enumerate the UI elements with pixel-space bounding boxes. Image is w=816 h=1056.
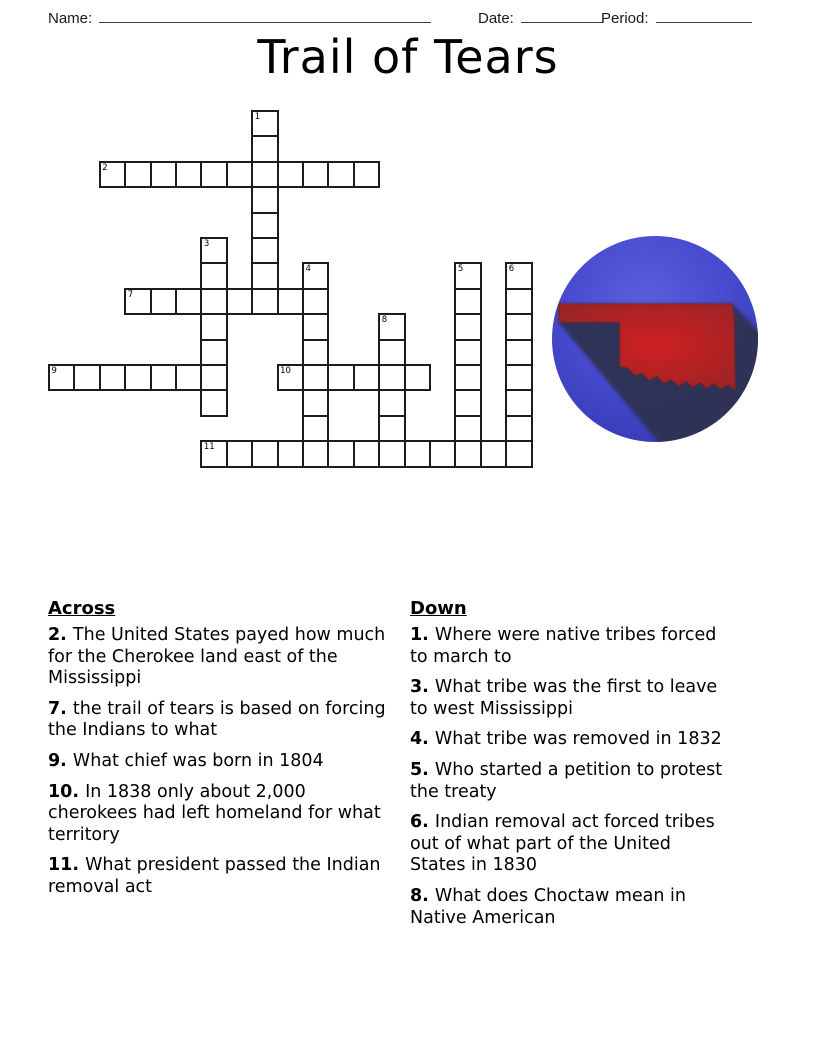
period-label: Period: (601, 10, 649, 27)
clue-text: Where were native tribes forced to march to (410, 625, 717, 667)
crossword-cell[interactable] (454, 313, 481, 340)
crossword-cell[interactable] (454, 288, 481, 315)
clue-number-label: 4. (410, 729, 435, 750)
period-input-line[interactable] (656, 7, 752, 23)
clue-across-10 (48, 782, 392, 847)
crossword-cell[interactable] (150, 161, 177, 188)
clue-across-9 (48, 751, 392, 773)
clue-number: 5 (457, 264, 464, 275)
crossword-cell[interactable] (480, 440, 507, 467)
crossword-cell[interactable] (251, 440, 278, 467)
across-clues-section (48, 598, 392, 908)
clue-number-label: 7. (48, 698, 73, 719)
crossword-cell[interactable] (505, 440, 532, 467)
crossword-cell[interactable] (200, 440, 227, 467)
crossword-cell[interactable] (302, 389, 329, 416)
crossword-cell[interactable] (150, 288, 177, 315)
crossword-cell[interactable] (277, 288, 304, 315)
crossword-cell[interactable] (175, 364, 202, 391)
crossword-cell[interactable] (302, 288, 329, 315)
crossword-cell[interactable] (454, 389, 481, 416)
crossword-cell[interactable] (200, 313, 227, 340)
clue-down-1 (410, 625, 726, 668)
crossword-cell[interactable] (353, 364, 380, 391)
crossword-cell[interactable] (200, 364, 227, 391)
crossword-cell[interactable] (277, 440, 304, 467)
clue-number: 8 (381, 315, 388, 326)
name-field (48, 7, 431, 27)
crossword-cell[interactable] (99, 161, 126, 188)
crossword-cell[interactable] (404, 364, 431, 391)
crossword-grid (48, 110, 534, 468)
crossword-cell[interactable] (251, 135, 278, 162)
clue-number-label: 6. (410, 812, 435, 833)
clue-number: 6 (508, 264, 515, 275)
clue-text: Indian removal act forced tribes out of what part of the United States in 1830 (410, 812, 715, 876)
crossword-cell[interactable] (454, 415, 481, 442)
clue-number-label: 2. (48, 625, 73, 645)
crossword-cell[interactable] (99, 364, 126, 391)
crossword-cell[interactable] (226, 440, 253, 467)
crossword-cell[interactable] (200, 339, 227, 366)
clue-number-label: 9. (48, 750, 73, 771)
crossword-cell[interactable] (302, 339, 329, 366)
clue-number: 4 (305, 264, 311, 275)
crossword-cell[interactable] (429, 440, 456, 467)
crossword-cell[interactable] (277, 161, 304, 188)
clue-number: 11 (203, 442, 215, 453)
crossword-cell[interactable] (302, 313, 329, 340)
clue-across-7 (48, 699, 392, 742)
crossword-cell[interactable] (200, 262, 227, 289)
clue-down-4 (410, 729, 726, 751)
crossword-cell[interactable] (150, 364, 177, 391)
crossword-cell[interactable] (226, 288, 253, 315)
crossword-cell[interactable] (302, 364, 329, 391)
clue-down-8 (410, 886, 726, 929)
crossword-cell[interactable] (302, 415, 329, 442)
crossword-cell[interactable] (200, 161, 227, 188)
crossword-cell[interactable] (327, 161, 354, 188)
across-clue-list (48, 625, 392, 899)
clue-down-3 (410, 677, 726, 720)
name-input-line[interactable] (99, 7, 431, 23)
crossword-cell[interactable] (353, 440, 380, 467)
oklahoma-circle-graphic (549, 235, 761, 447)
clue-text: Who started a petition to protest the treaty (410, 759, 723, 802)
clue-text: What president passed the Indian removal act (48, 855, 381, 897)
clue-number-label: 11. (48, 855, 86, 876)
crossword-cell[interactable] (454, 339, 481, 366)
crossword-cell[interactable] (505, 339, 532, 366)
crossword-cell[interactable] (200, 237, 227, 264)
date-label: Date: (478, 10, 514, 27)
crossword-cell[interactable] (251, 237, 278, 264)
crossword-cell[interactable] (200, 288, 227, 315)
clue-text: What tribe was removed in 1832 (434, 729, 722, 750)
crossword-cell[interactable] (505, 364, 532, 391)
down-heading: Down (410, 598, 467, 619)
clue-number: 9 (51, 366, 57, 376)
clue-across-11 (48, 855, 392, 898)
crossword-cell[interactable] (175, 288, 202, 315)
clue-text: In 1838 only about 2,000 cherokees had left homeland for what territory (48, 781, 381, 845)
period-field (601, 7, 752, 27)
crossword-cell[interactable] (175, 161, 202, 188)
crossword-cell[interactable] (251, 288, 278, 315)
crossword-cell[interactable] (251, 161, 278, 188)
crossword-cell[interactable] (505, 288, 532, 315)
clue-number: 10 (280, 366, 291, 376)
crossword-cell[interactable] (378, 389, 405, 416)
crossword-cell[interactable] (353, 161, 380, 188)
date-field (478, 7, 603, 27)
crossword-cell[interactable] (302, 161, 329, 188)
crossword-cell[interactable] (378, 415, 405, 442)
crossword-cell[interactable] (378, 313, 405, 340)
clue-text: What does Choctaw mean in Native American (410, 885, 686, 928)
clue-text: What chief was born in 1804 (72, 750, 324, 771)
clue-number: 1 (254, 112, 261, 122)
crossword-cell[interactable] (505, 262, 532, 289)
crossword-cell[interactable] (505, 313, 532, 340)
clue-across-2 (48, 625, 392, 690)
crossword-cell[interactable] (505, 415, 532, 442)
crossword-cell[interactable] (277, 364, 304, 391)
crossword-cell[interactable] (200, 389, 227, 416)
crossword-cell[interactable] (226, 161, 253, 188)
crossword-cell[interactable] (251, 262, 278, 289)
crossword-cell[interactable] (327, 440, 354, 467)
crossword-cell[interactable] (404, 440, 431, 467)
crossword-cell[interactable] (302, 440, 329, 467)
crossword-cell[interactable] (378, 440, 405, 467)
across-heading: Across (48, 598, 116, 619)
clue-down-5 (410, 760, 726, 803)
crossword-cell[interactable] (454, 262, 481, 289)
clue-number-label: 8. (410, 885, 435, 906)
crossword-cell[interactable] (73, 364, 100, 391)
crossword-cell[interactable] (454, 440, 481, 467)
clue-number-label: 5. (410, 759, 435, 780)
crossword-cell[interactable] (251, 186, 278, 213)
date-input-line[interactable] (521, 7, 603, 23)
crossword-cell[interactable] (378, 364, 405, 391)
crossword-cell[interactable] (124, 364, 151, 391)
crossword-cell[interactable] (327, 364, 354, 391)
clue-number: 7 (127, 289, 134, 300)
crossword-cell[interactable] (302, 262, 329, 289)
clue-down-6 (410, 812, 726, 877)
clue-text: The United States payed how much for the Cherokee land east of the Mississippi (48, 625, 386, 689)
clue-text: the trail of tears is based on forcing the Indians to what (48, 698, 386, 741)
crossword-cell[interactable] (124, 288, 151, 315)
crossword-cell[interactable] (251, 110, 278, 137)
clue-number-label: 1. (410, 625, 435, 645)
down-clues-section (410, 598, 726, 938)
crossword-cell[interactable] (124, 161, 151, 188)
page-title: Trail of Tears (257, 30, 559, 84)
clue-number-label: 3. (410, 677, 435, 698)
crossword-cell[interactable] (251, 212, 278, 239)
clue-number-label: 10. (48, 781, 86, 802)
clue-text: What tribe was the first to leave to west Mississippi (410, 677, 718, 719)
crossword-cell[interactable] (454, 364, 481, 391)
crossword-cell[interactable] (505, 389, 532, 416)
crossword-cell[interactable] (48, 364, 75, 391)
clue-number: 2 (102, 162, 108, 173)
clue-number: 3 (203, 239, 210, 249)
down-clue-list (410, 625, 726, 929)
name-label: Name: (48, 10, 93, 27)
crossword-cell[interactable] (378, 339, 405, 366)
